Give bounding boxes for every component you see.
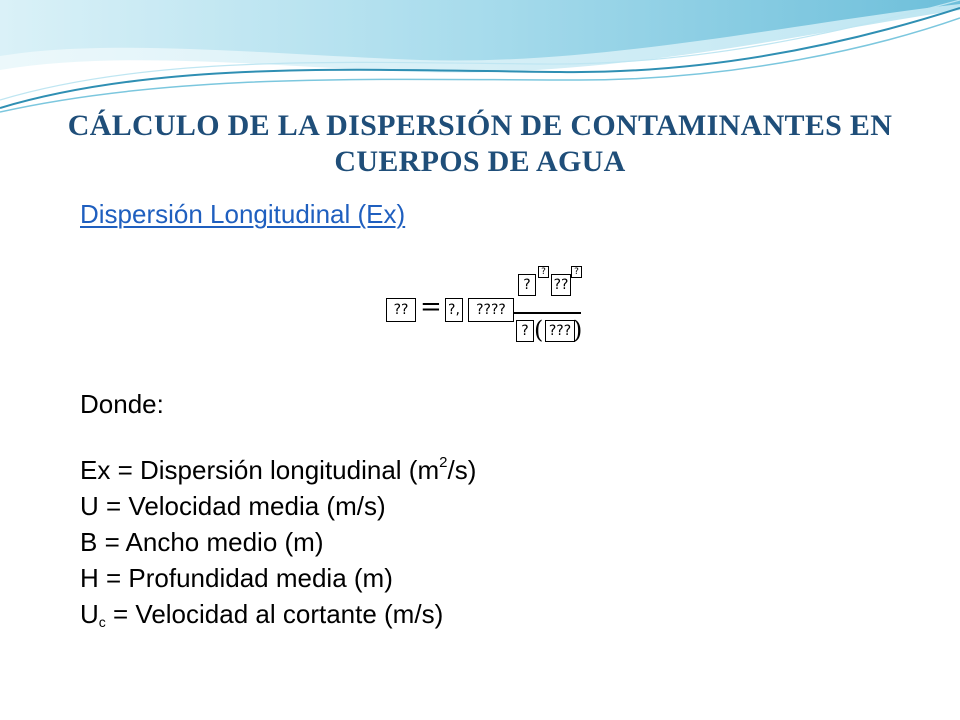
formula-middle-glyph: ??️??: [468, 298, 514, 322]
formula-equals-sign: =: [420, 292, 442, 322]
definition-ex-suffix: /s): [447, 455, 477, 485]
fraction-bar: [513, 312, 581, 314]
title-line-2: CUERPOS DE AGUA: [334, 145, 626, 179]
numerator-superscript-2: ?: [571, 266, 582, 278]
title-line-1: CÁLCULO DE LA DISPERSIÓN DE CONTAMINANTES EN: [67, 109, 893, 143]
definition-ex-prefix: Ex = Dispersión longitudinal (m: [80, 455, 440, 485]
definition-ex-exponent: 2: [439, 454, 448, 471]
definition-ex: [80, 452, 476, 488]
denominator-open-paren: (: [534, 316, 544, 344]
denominator-glyph-1: ?: [516, 320, 534, 342]
formula-coefficient-glyph: ?,: [445, 298, 463, 322]
formula-lhs-glyph: ?️?: [386, 298, 416, 322]
slide-title: [40, 108, 920, 180]
section-subtitle: Dispersión Longitudinal (Ex): [80, 199, 406, 229]
definition-uc: [80, 596, 476, 632]
numerator-superscript-1: ?: [538, 266, 549, 278]
donde-label: Donde:: [80, 389, 164, 419]
denominator-glyph-2: ???: [545, 320, 575, 342]
definition-b: B = Ancho medio (m): [80, 527, 324, 557]
definition-u: U = Velocidad media (m/s): [80, 491, 386, 521]
definition-uc-subscript: c: [98, 614, 106, 630]
definition-uc-prefix: U: [80, 599, 99, 629]
definition-uc-suffix: = Velocidad al cortante (m/s): [105, 599, 444, 629]
numerator-glyph-2: ??: [551, 274, 571, 296]
definition-h: H = Profundidad media (m): [80, 563, 393, 593]
variable-definitions-list: [80, 452, 476, 632]
denominator-close-paren: ): [573, 316, 583, 344]
numerator-glyph-1: ?: [518, 274, 536, 296]
